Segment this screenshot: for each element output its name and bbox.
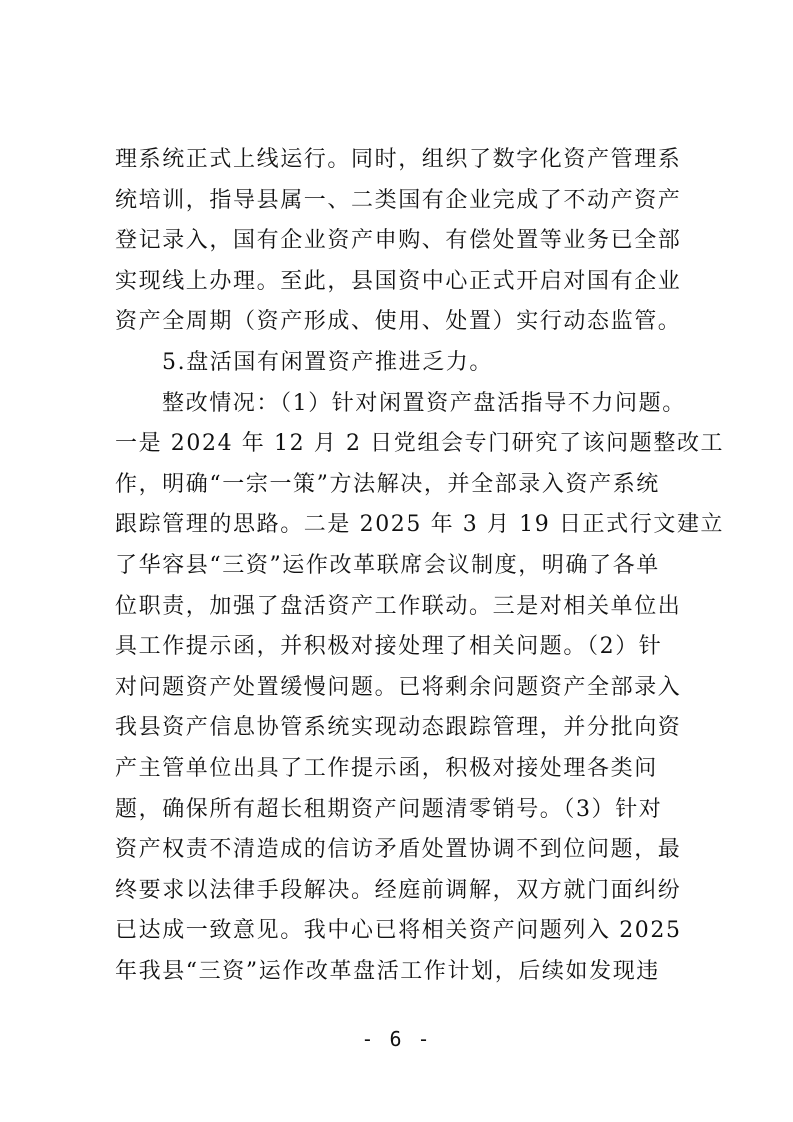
- text-line: 我县资产信息协管系统实现动态跟踪管理，并分批向资: [115, 715, 682, 741]
- body-text: [115, 140, 725, 992]
- text-line: 实现线上办理。至此，县国资中心正式开启对国有企业: [115, 268, 682, 294]
- text-line: 产主管单位出具了工作提示函，积极对接处理各类问: [115, 755, 658, 781]
- text-line: 统培训，指导县属一、二类国有企业完成了不动产资产: [115, 187, 682, 213]
- text-line: 了华容县“三资”运作改革联席会议制度，明确了各单: [115, 552, 660, 578]
- text-line: 对问题资产处置缓慢问题。已将剩余问题资产全部录入: [115, 674, 682, 700]
- section-heading: 5.盘活国有闲置资产推进乏力。: [162, 349, 493, 375]
- text-line: 一是 2024 年 12 月 2 日党组会专门研究了该问题整改工: [115, 431, 725, 457]
- text-line: 终要求以法律手段解决。经庭前调解，双方就门面纠纷: [115, 877, 682, 903]
- text-line: 年我县“三资”运作改革盘活工作计划，后续如发现违: [115, 958, 660, 984]
- text-line: 登记录入，国有企业资产申购、有偿处置等业务已全部: [115, 228, 682, 254]
- text-line: 作，明确“一宗一策”方法解决，并全部录入资产系统: [115, 471, 660, 497]
- text-line: 跟踪管理的思路。二是 2025 年 3 月 19 日正式行文建立: [115, 512, 725, 538]
- text-line: 整改情况：（1）针对闲置资产盘活指导不力问题。: [162, 390, 686, 416]
- text-line: 已达成一致意见。我中心已将相关资产问题列入 2025: [115, 918, 682, 944]
- text-line: 题，确保所有超长租期资产问题清零销号。（3）针对: [115, 796, 663, 822]
- text-line: 资产全周期（资产形成、使用、处置）实行动态监管。: [115, 309, 682, 335]
- text-line: 资产权责不清造成的信访矛盾处置协调不到位问题，最: [115, 837, 682, 863]
- text-line: 理系统正式上线运行。同时，组织了数字化资产管理系: [115, 147, 682, 172]
- page-number: - 6 -: [361, 1027, 432, 1051]
- text-line: 位职责，加强了盘活资产工作联动。三是对相关单位出: [115, 593, 682, 619]
- text-line: 具工作提示函，并积极对接处理了相关问题。（2）针: [115, 634, 663, 660]
